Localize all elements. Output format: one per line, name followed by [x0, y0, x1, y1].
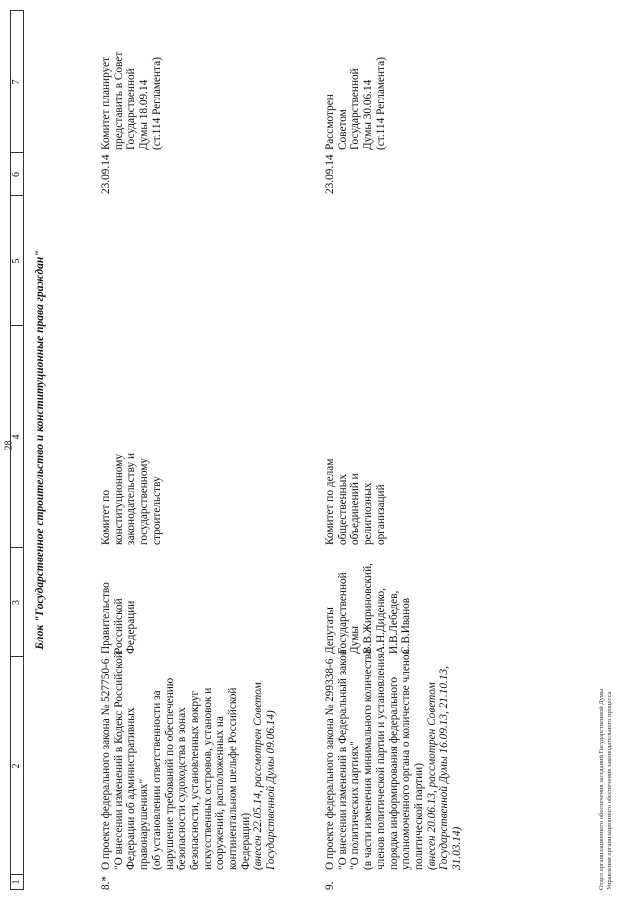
committee-line: организаций	[374, 484, 387, 545]
committee-line: объединений и	[349, 473, 362, 545]
row-9-status	[324, 10, 388, 150]
note-line: (внесен 20.06.13, рассмотрен Советом	[425, 682, 438, 870]
initiator-line: Российской	[112, 598, 125, 654]
column-header-row	[10, 10, 24, 890]
row-8-title	[100, 650, 278, 870]
initiator-line: В.В.Жириновский,	[362, 563, 375, 654]
title-line: искусственных островов, установок и	[201, 687, 214, 870]
status-line: представить в Совет	[112, 51, 125, 150]
note-line: Государственной Думы 16.09.13, 21.10.13,	[438, 666, 451, 870]
title-line: порядка информирования федерального	[387, 677, 400, 870]
note-line: 31.03.14)	[451, 826, 464, 870]
row-9-committee	[324, 405, 388, 545]
committee-line: конституционному	[112, 453, 125, 545]
committee-line: Комитет по делам	[324, 458, 336, 545]
title-line: О проекте федерального закона № 299338-6	[324, 658, 336, 870]
title-line: О проекте федерального закона № 527750-6	[100, 658, 112, 870]
title-line: "О внесении изменений в Кодекс Российской	[112, 652, 125, 870]
status-line: (ст.114 Регламента)	[374, 57, 387, 150]
row-8-status	[100, 10, 164, 150]
title-line: нарушение требований по обеспечению	[163, 677, 176, 870]
status-line: Комитет планирует	[100, 56, 112, 150]
title-line: сооружений, расположенных на	[214, 716, 227, 870]
status-line: Советом	[336, 109, 349, 150]
header-col-7: 7	[11, 79, 22, 85]
status-line: Думы 18.09.14	[138, 79, 151, 150]
title-line: безопасности судоходства в зонах	[176, 707, 189, 870]
row-8-number: 8.*	[100, 875, 112, 890]
row-8-initiator	[100, 550, 138, 654]
header-col-6: 6	[11, 152, 23, 196]
status-line: Думы 30.06.14	[362, 79, 375, 150]
title-line: политической партии)	[412, 763, 425, 870]
status-line: Государственной	[349, 68, 362, 150]
committee-line: религиозных	[362, 482, 375, 545]
committee-line: законодательству и	[125, 452, 138, 545]
block-title: Блок "Государственное строительство и конституционные права граждан"	[34, 250, 46, 650]
title-line: правонарушениях"	[138, 778, 151, 870]
title-line: континентальном шельфе Российской	[227, 687, 240, 870]
initiator-line: Депутаты	[324, 607, 336, 654]
title-line: "О внесении изменений в Федеральный закон	[336, 649, 349, 870]
status-line: Рассмотрен	[324, 94, 336, 150]
row-9-number: 9.	[324, 881, 336, 890]
header-col-3: 3	[11, 547, 23, 657]
footer	[598, 689, 614, 890]
initiator-line: И.В.Лебедев,	[387, 590, 400, 654]
title-line: (об установлении ответственности за	[150, 690, 163, 870]
note-line: (внесен 22.05.14, рассмотрен Советом	[252, 682, 265, 870]
row-9-title	[324, 645, 464, 870]
header-col-5: 5	[11, 195, 23, 326]
row-9-date: 23.09.14	[324, 154, 336, 194]
row-8-committee	[100, 405, 164, 545]
title-line: Федерации)	[239, 812, 252, 870]
note-line: Государственной Думы 09.06.14)	[265, 710, 278, 870]
committee-line: Комитет по	[100, 489, 112, 545]
title-line: безопасности, установленных вокруг	[188, 690, 201, 870]
initiator-line: Государственной	[336, 572, 349, 654]
title-line: "О политических партиях"	[349, 741, 362, 870]
page-number: 28	[3, 440, 15, 451]
status-line: (ст.114 Регламента)	[150, 57, 163, 150]
initiator-line: С.В.Иванов	[400, 597, 413, 654]
row-9-initiator	[324, 544, 413, 654]
header-col-4: 4	[11, 325, 23, 548]
status-line: Государственной	[125, 68, 138, 150]
committee-line: государственному	[138, 457, 151, 545]
initiator-line: Федерации	[125, 600, 138, 654]
initiator-line: А.Н.Диденко,	[374, 588, 387, 654]
title-line: членов политической партии и установления	[374, 653, 387, 870]
rotated-table-sheet	[10, 10, 630, 890]
header-col-2: 2	[11, 656, 23, 875]
row-8-date: 23.09.14	[100, 154, 112, 194]
title-line: уполномоченного органа о количестве членов	[400, 649, 413, 870]
committee-line: строительству	[150, 476, 163, 545]
title-line: (в части изменения минимального количества	[362, 648, 375, 870]
initiator-line: Правительство	[100, 582, 112, 654]
footer-line: Отдел организационного обеспечения заседаний Государственной Думы	[598, 688, 605, 890]
footer-line: Управления организационного обеспечения законодательного процесса	[606, 691, 613, 890]
header-col-1: 1	[11, 874, 23, 889]
initiator-line: Думы	[349, 626, 362, 654]
committee-line: общественных	[336, 474, 349, 545]
title-line: Федерации об административных	[125, 707, 138, 870]
